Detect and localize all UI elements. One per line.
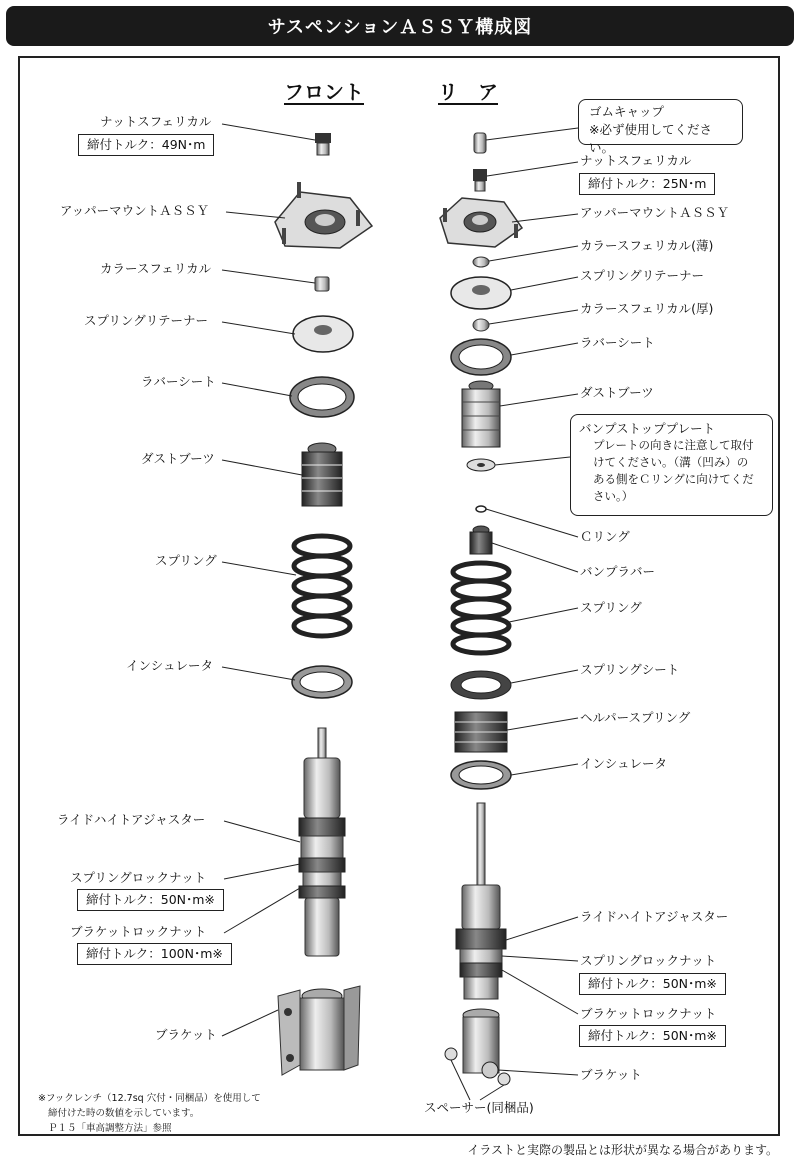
rear-insulator-label: インシュレータ [580,756,667,771]
rear-spring-lock-torque-box: 締付トルク：50N･m※ [579,973,726,995]
front-nut-icon [315,133,331,155]
rear-spring-label: スプリング [580,600,642,615]
rear-retainer-label: スプリングリテーナー [580,268,705,283]
front-collar-label: カラースフェリカル [100,261,212,276]
front-upper-mount-label: アッパーマウントＡＳＳＹ [60,203,210,218]
rear-bump-plate-line4: さい。） [593,489,634,503]
rear-bump-plate-line2: けてください。（溝（凹み）の [593,455,749,469]
front-shock-absorber-icon [299,728,345,956]
rear-rubber-cap-note [578,99,743,155]
front-spring-retainer-icon [293,316,353,352]
rear-bracket-label: ブラケット [580,1067,642,1082]
front-spring-icon [294,536,350,636]
front-bracket-lock-label: ブラケットロックナット [70,924,207,939]
rear-rubber-seat-label: ラバーシート [580,335,655,350]
torque-note-line1: ※フックレンチ（12.7sq 穴付・同梱品）を使用して [38,1093,261,1104]
torque-note-line2: 締付けた時の数値を示しています。 [48,1108,200,1119]
front-insulator-icon [292,666,352,698]
rear-rubber-cap-label: ゴムキャップ [589,104,665,119]
rear-bump-stop-plate-icon [467,459,495,471]
rear-bump-plate-line1: プレートの向きに注意して取付 [593,438,754,452]
rear-insulator-icon [451,761,511,789]
front-bracket-label: ブラケット [155,1027,217,1042]
rear-header: リ ア [438,80,498,104]
leader-lines [222,124,578,1100]
rear-spacer-label: スペーサー(同梱品) [424,1100,534,1115]
rear-c-ring-icon [476,506,486,512]
front-insulator-label: インシュレータ [126,658,213,673]
rear-bump-rubber-label: バンプラバー [580,564,656,579]
front-bracket-lock-torque-box: 締付トルク：100N･m※ [77,943,232,965]
rear-collar-thick-icon [473,319,489,331]
rear-bracket-lock-torque-box: 締付トルク：50N･m※ [579,1025,726,1047]
rear-spring-icon [453,563,509,653]
front-dust-boot-icon [302,443,342,506]
front-ride-height-label: ライドハイトアジャスター [57,812,206,827]
footer-disclaimer: イラストと実際の製品とは形状が異なる場合があります。 [467,1143,778,1157]
front-bracket-icon [278,986,360,1075]
rear-collar-thin-label: カラースフェリカル(薄) [580,238,714,253]
rear-rubber-cap-warning: ※必ず使用してください。 [589,122,712,155]
front-upper-mount-icon [275,182,372,248]
rear-spring-seat-icon [451,671,511,699]
rear-upper-mount-icon [440,198,522,247]
rear-bracket-icon [463,1009,499,1078]
rear-dust-boot-icon [462,381,500,447]
rear-bump-plate-line3: ある側をＣリングに向けてくだ [593,472,754,486]
front-rubber-seat-icon [290,377,354,417]
front-dust-boot-label: ダストブーツ [141,451,215,466]
rear-bump-rubber-icon [470,526,492,554]
front-nut-torque-box: 締付トルク：49N･m [78,134,214,156]
rear-rubber-seat-icon [451,339,511,375]
rear-collar-thick-label: カラースフェリカル(厚) [580,301,714,316]
front-spring-lock-torque-box: 締付トルク：50N･m※ [77,889,224,911]
page-title: サスペンションＡＳＳＹ構成図 [6,6,794,46]
front-spring-lock-label: スプリングロックナット [70,870,207,885]
rear-nut-icon [473,169,487,191]
front-collar-icon [315,277,329,291]
rear-bump-plate-note [570,414,773,516]
rear-ride-height-label: ライドハイトアジャスター [580,909,729,924]
front-rubber-seat-label: ラバーシート [141,374,216,389]
front-retainer-label: スプリングリテーナー [84,313,209,328]
rear-spring-retainer-icon [451,277,511,309]
rear-helper-spring-label: ヘルパースプリング [580,710,691,725]
rear-helper-spring-icon [455,712,507,752]
rear-c-ring-label: Ｃリング [580,529,630,544]
rear-nut-torque-box: 締付トルク：25N･m [579,173,715,195]
rear-collar-thin-icon [473,257,489,267]
rear-bump-plate-title: バンプストッププレート [579,421,716,436]
front-spring-label: スプリング [155,553,217,568]
rear-shock-absorber-icon [456,803,506,999]
rear-spring-seat-label: スプリングシート [580,662,680,677]
front-nut-label: ナットスフェリカル [100,114,212,129]
torque-note-line3: Ｐ１５「車高調整方法」参照 [48,1123,172,1134]
rear-rubber-cap-icon [474,133,486,153]
rear-bracket-lock-label: ブラケットロックナット [580,1006,717,1021]
rear-nut-label: ナットスフェリカル [580,153,692,168]
rear-spring-lock-label: スプリングロックナット [580,953,717,968]
front-header: フロント [284,80,364,104]
rear-dust-boot-label: ダストブーツ [580,385,654,400]
rear-upper-mount-label: アッパーマウントＡＳＳＹ [580,205,730,220]
